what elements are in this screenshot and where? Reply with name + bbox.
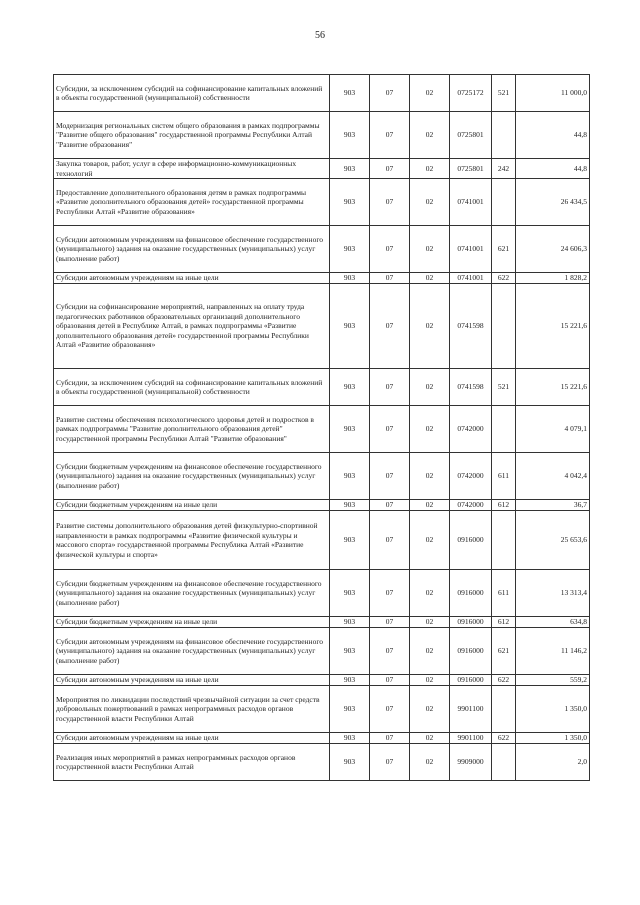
row-description: Субсидии бюджетным учреждениям на финансовое обеспечение государственного (муниципального) задания на оказание государственных (муниципальных) услуг (выполнение работ) xyxy=(54,570,330,617)
row-description: Субсидии автономным учреждениям на иные цели xyxy=(54,733,330,744)
ministry-code: 903 xyxy=(330,273,370,284)
ministry-code: 903 xyxy=(330,112,370,159)
ministry-code: 903 xyxy=(330,500,370,511)
amount-value: 1 350,0 xyxy=(516,686,590,733)
section-code: 07 xyxy=(370,159,410,179)
ministry-code: 903 xyxy=(330,75,370,112)
section-code: 07 xyxy=(370,744,410,781)
section-code: 07 xyxy=(370,75,410,112)
row-description: Мероприятия по ликвидации последствий чрезвычайной ситуации за счет средств добровольных пожертвований в рамках непрограммных расходов органов государственной власти Республики Алтай xyxy=(54,686,330,733)
amount-value: 634,8 xyxy=(516,617,590,628)
row-description: Закупка товаров, работ, услуг в сфере информационно-коммуникационных технологий xyxy=(54,159,330,179)
table-row xyxy=(54,628,590,675)
section-code: 07 xyxy=(370,453,410,500)
table-row xyxy=(54,511,590,570)
budget-table-body xyxy=(54,75,590,781)
subsection-code: 02 xyxy=(410,159,450,179)
section-code: 07 xyxy=(370,733,410,744)
expense-type-code: 612 xyxy=(492,500,516,511)
target-article-code: 0725801 xyxy=(450,112,492,159)
table-row xyxy=(54,112,590,159)
subsection-code: 02 xyxy=(410,273,450,284)
table-row xyxy=(54,179,590,226)
row-description: Субсидии, за исключением субсидий на софинансирование капитальных вложений в объекты государственной (муниципальной) собственности xyxy=(54,75,330,112)
amount-value: 4 042,4 xyxy=(516,453,590,500)
ministry-code: 903 xyxy=(330,733,370,744)
target-article-code: 0741001 xyxy=(450,226,492,273)
ministry-code: 903 xyxy=(330,159,370,179)
section-code: 07 xyxy=(370,273,410,284)
row-description: Развитие системы обеспечения психологического здоровья детей и подростков в рамках подпрограммы "Развитие дополнительного образования детей" государственной программы Республики Алтай "Развитие образования" xyxy=(54,406,330,453)
table-row xyxy=(54,570,590,617)
expense-type-code xyxy=(492,112,516,159)
row-description: Предоставление дополнительного образования детям в рамках подпрограммы «Развитие дополнительного образования детей» государственной программы Республики Алтай «Развитие образования» xyxy=(54,179,330,226)
subsection-code: 02 xyxy=(410,453,450,500)
amount-value: 25 653,6 xyxy=(516,511,590,570)
row-description: Модернизация региональных систем общего образования в рамках подпрограммы "Развитие общего образования" государственной программы Республики Алтай "Развитие образования" xyxy=(54,112,330,159)
row-description: Субсидии, за исключением субсидий на софинансирование капитальных вложений в объекты государственной (муниципальной) собственности xyxy=(54,369,330,406)
amount-value: 15 221,6 xyxy=(516,369,590,406)
target-article-code: 0742000 xyxy=(450,453,492,500)
subsection-code: 02 xyxy=(410,675,450,686)
section-code: 07 xyxy=(370,686,410,733)
expense-type-code: 612 xyxy=(492,617,516,628)
expense-type-code: 611 xyxy=(492,453,516,500)
target-article-code: 9909000 xyxy=(450,744,492,781)
table-row xyxy=(54,500,590,511)
target-article-code: 0916000 xyxy=(450,617,492,628)
section-code: 07 xyxy=(370,369,410,406)
subsection-code: 02 xyxy=(410,686,450,733)
amount-value: 2,0 xyxy=(516,744,590,781)
subsection-code: 02 xyxy=(410,226,450,273)
table-row xyxy=(54,453,590,500)
target-article-code: 0725801 xyxy=(450,159,492,179)
expense-type-code xyxy=(492,406,516,453)
target-article-code: 0725172 xyxy=(450,75,492,112)
expense-type-code: 622 xyxy=(492,273,516,284)
amount-value: 44,8 xyxy=(516,159,590,179)
target-article-code: 0916000 xyxy=(450,628,492,675)
target-article-code: 0741001 xyxy=(450,273,492,284)
target-article-code: 0741598 xyxy=(450,284,492,369)
row-description: Субсидии бюджетным учреждениям на финансовое обеспечение государственного (муниципального) задания на оказание государственных (муниципальных) услуг (выполнение работ) xyxy=(54,453,330,500)
expense-type-code: 621 xyxy=(492,628,516,675)
expense-type-code: 521 xyxy=(492,369,516,406)
table-row xyxy=(54,284,590,369)
expense-type-code: 622 xyxy=(492,733,516,744)
amount-value: 1 350,0 xyxy=(516,733,590,744)
row-description: Субсидии автономным учреждениям на иные цели xyxy=(54,675,330,686)
section-code: 07 xyxy=(370,226,410,273)
amount-value: 26 434,5 xyxy=(516,179,590,226)
budget-table xyxy=(53,74,590,781)
amount-value: 1 828,2 xyxy=(516,273,590,284)
ministry-code: 903 xyxy=(330,570,370,617)
subsection-code: 02 xyxy=(410,284,450,369)
target-article-code: 0741001 xyxy=(450,179,492,226)
amount-value: 559,2 xyxy=(516,675,590,686)
expense-type-code: 622 xyxy=(492,675,516,686)
section-code: 07 xyxy=(370,570,410,617)
table-row xyxy=(54,617,590,628)
target-article-code: 0741598 xyxy=(450,369,492,406)
amount-value: 36,7 xyxy=(516,500,590,511)
table-row xyxy=(54,686,590,733)
ministry-code: 903 xyxy=(330,284,370,369)
ministry-code: 903 xyxy=(330,686,370,733)
table-row xyxy=(54,675,590,686)
row-description: Развитие системы дополнительного образования детей физкультурно-спортивной направленности в рамках подпрограммы «Развитие физической культуры и массового спорта» государственной программы Республика Алтай «Развитие физической культуры и спорта» xyxy=(54,511,330,570)
subsection-code: 02 xyxy=(410,733,450,744)
subsection-code: 02 xyxy=(410,369,450,406)
table-row xyxy=(54,369,590,406)
ministry-code: 903 xyxy=(330,675,370,686)
ministry-code: 903 xyxy=(330,179,370,226)
row-description: Реализация иных мероприятий в рамках непрограммных расходов органов государственной власти Республики Алтай xyxy=(54,744,330,781)
table-row xyxy=(54,75,590,112)
expense-type-code xyxy=(492,744,516,781)
table-row xyxy=(54,159,590,179)
amount-value: 11 146,2 xyxy=(516,628,590,675)
amount-value: 4 079,1 xyxy=(516,406,590,453)
subsection-code: 02 xyxy=(410,75,450,112)
subsection-code: 02 xyxy=(410,617,450,628)
expense-type-code: 242 xyxy=(492,159,516,179)
subsection-code: 02 xyxy=(410,628,450,675)
amount-value: 13 313,4 xyxy=(516,570,590,617)
expense-type-code xyxy=(492,511,516,570)
target-article-code: 0916000 xyxy=(450,675,492,686)
row-description: Субсидии автономным учреждениям на иные цели xyxy=(54,273,330,284)
target-article-code: 9901100 xyxy=(450,733,492,744)
section-code: 07 xyxy=(370,284,410,369)
ministry-code: 903 xyxy=(330,511,370,570)
expense-type-code xyxy=(492,686,516,733)
target-article-code: 0742000 xyxy=(450,500,492,511)
subsection-code: 02 xyxy=(410,500,450,511)
subsection-code: 02 xyxy=(410,570,450,617)
expense-type-code xyxy=(492,284,516,369)
section-code: 07 xyxy=(370,179,410,226)
ministry-code: 903 xyxy=(330,406,370,453)
amount-value: 44,8 xyxy=(516,112,590,159)
table-row xyxy=(54,406,590,453)
ministry-code: 903 xyxy=(330,453,370,500)
table-row xyxy=(54,733,590,744)
table-row xyxy=(54,226,590,273)
expense-type-code: 621 xyxy=(492,226,516,273)
section-code: 07 xyxy=(370,675,410,686)
expense-type-code: 521 xyxy=(492,75,516,112)
section-code: 07 xyxy=(370,628,410,675)
subsection-code: 02 xyxy=(410,406,450,453)
subsection-code: 02 xyxy=(410,511,450,570)
page-number: 56 xyxy=(315,30,325,41)
target-article-code: 0916000 xyxy=(450,511,492,570)
expense-type-code xyxy=(492,179,516,226)
ministry-code: 903 xyxy=(330,369,370,406)
section-code: 07 xyxy=(370,112,410,159)
table-row xyxy=(54,744,590,781)
subsection-code: 02 xyxy=(410,179,450,226)
section-code: 07 xyxy=(370,406,410,453)
target-article-code: 0916000 xyxy=(450,570,492,617)
target-article-code: 0742000 xyxy=(450,406,492,453)
row-description: Субсидии автономным учреждениям на финансовое обеспечение государственного (муниципального) задания на оказание государственных (муниципальных) услуг (выполнение работ) xyxy=(54,226,330,273)
row-description: Субсидии бюджетным учреждениям на иные цели xyxy=(54,500,330,511)
section-code: 07 xyxy=(370,511,410,570)
ministry-code: 903 xyxy=(330,617,370,628)
row-description: Субсидии на софинансирование мероприятий, направленных на оплату труда педагогических работников образовательных организаций дополнительного образования детей в Республике Алтай, в рамках подпрограммы «Развитие дополнительного образования детей» государственной программы Республики Алтай «Развитие образования» xyxy=(54,284,330,369)
ministry-code: 903 xyxy=(330,226,370,273)
ministry-code: 903 xyxy=(330,628,370,675)
target-article-code: 9901100 xyxy=(450,686,492,733)
row-description: Субсидии бюджетным учреждениям на иные цели xyxy=(54,617,330,628)
row-description: Субсидии автономным учреждениям на финансовое обеспечение государственного (муниципального) задания на оказание государственных (муниципальных) услуг (выполнение работ) xyxy=(54,628,330,675)
table-row xyxy=(54,273,590,284)
subsection-code: 02 xyxy=(410,744,450,781)
section-code: 07 xyxy=(370,617,410,628)
expense-type-code: 611 xyxy=(492,570,516,617)
subsection-code: 02 xyxy=(410,112,450,159)
ministry-code: 903 xyxy=(330,744,370,781)
amount-value: 15 221,6 xyxy=(516,284,590,369)
amount-value: 11 000,0 xyxy=(516,75,590,112)
amount-value: 24 606,3 xyxy=(516,226,590,273)
section-code: 07 xyxy=(370,500,410,511)
